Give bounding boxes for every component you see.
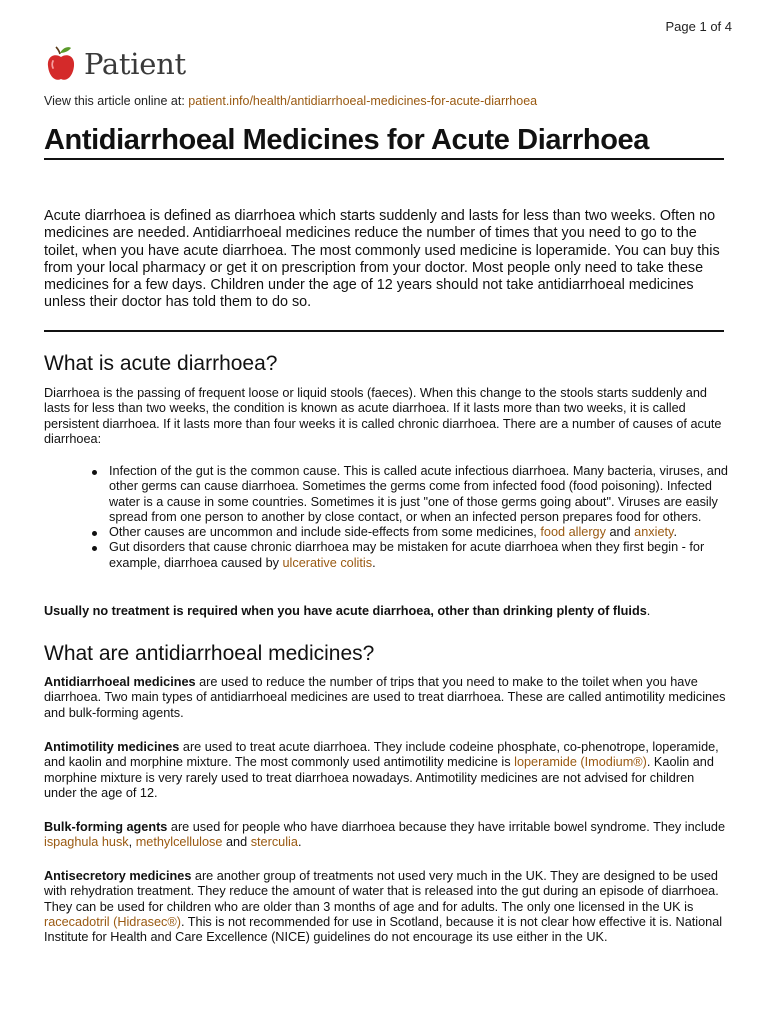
bullet-end-text: .	[372, 555, 376, 570]
bulk-and: and	[222, 835, 251, 850]
bullet-other-causes-text: Other causes are uncommon and include side-effects from some medicines,	[109, 525, 541, 540]
causes-list	[88, 464, 728, 571]
bullet-infection-text: Infection of the gut is the common cause. This is called acute infectious diarrhoea. Many bacteria, viruses, and other germs can cause diarrhoea. Sometimes the germs come from infected food (food poisoning). Infected water is a cause in some countries. Sometimes it is just "one of those germs going about". Viruses are easily spread from one person to another by close contact, or when an infected person prepares food for others.	[109, 464, 728, 524]
antisecretory-end: . This is not recommended for use in Scotland, because it is not clear how effective it is. National Institute for Health and Care Excellence (NICE) guidelines do not encourage its use either in the UK.	[44, 914, 723, 945]
page-number: Page 1 of 4	[665, 19, 732, 34]
food-allergy-link[interactable]: food allergy	[540, 525, 606, 540]
patient-logo[interactable]	[44, 44, 186, 84]
apple-icon	[44, 45, 78, 83]
antisecretory-bold: Antisecretory medicines	[44, 869, 192, 883]
bullet-gut-disorders-text: Gut disorders that cause chronic diarrhoea may be mistaken for acute diarrhoea when they first begin - for example, diarrhoea caused by	[109, 540, 705, 570]
bulk-sep: ,	[128, 835, 136, 850]
view-online-line	[44, 94, 537, 108]
article-url-link[interactable]: patient.info/health/antidiarrhoeal-medicines-for-acute-diarrhoea	[188, 94, 538, 108]
bulk-forming-bold: Bulk-forming agents	[44, 820, 168, 834]
antidiarrhoeal-text: are used to reduce the number of trips that you need to make to the toilet when you have diarrhoea. Two main types of antidiarrhoeal medicines are used to treat diarrhoea. These are called antimotility medicines and bulk-forming agents.	[44, 675, 726, 720]
antisecretory-paragraph	[44, 869, 728, 945]
list-item	[88, 525, 728, 540]
ispaghula-husk-link[interactable]: ispaghula husk	[44, 835, 129, 850]
intro-paragraph: Acute diarrhoea is defined as diarrhoea which starts suddenly and lasts for less than two weeks. Often no medicines are needed. Antidiarrhoeal medicines reduce the number of times that you need to go to the toilet, when you have acute diarrhoea. The most commonly used medicine is loperamide. You can buy this from your local pharmacy or get it on prescription from your doctor. Most people only need to take these medicines for a few days. Children under the age of 12 years should not take antidiarrhoeal medicines unless their doctor has told them to do so.	[44, 208, 720, 311]
antimotility-end: . Kaolin and morphine mixture is very rarely used to treat diarrhoea nowadays. Antimotility medicines are not advised for children under the age of 12.	[44, 755, 714, 800]
section-divider	[44, 330, 724, 332]
note-end: .	[646, 604, 651, 618]
list-item	[88, 540, 728, 571]
sterculia-link[interactable]: sterculia	[250, 835, 298, 850]
no-treatment-bold: Usually no treatment is required when you have acute diarrhoea, other than drinking plenty of fluids	[44, 604, 647, 618]
antidiarrhoeal-bold: Antidiarrhoeal medicines	[44, 675, 196, 689]
view-online-prefix: View this article online at:	[44, 94, 189, 108]
section-heading-antidiarrhoeal-medicines: What are antidiarrhoeal medicines?	[44, 642, 375, 665]
methylcellulose-link[interactable]: methylcellulose	[135, 835, 223, 850]
antimotility-paragraph	[44, 740, 728, 801]
racecadotril-link[interactable]: racecadotril (Hidrasec®)	[44, 914, 181, 929]
bulk-forming-paragraph	[44, 820, 728, 851]
antimotility-bold: Antimotility medicines	[44, 740, 180, 754]
bulk-forming-text: are used for people who have diarrhoea because they have irritable bowel syndrome. They include	[167, 820, 726, 834]
acute-diarrhoea-paragraph: Diarrhoea is the passing of frequent loose or liquid stools (faeces). When this change to the stools starts suddenly and lasts for less than two weeks, the condition is known as acute diarrhoea. If it lasts more than two weeks, it is called persistent diarrhoea. If it lasts more than four weeks it is called chronic diarrhoea. There are a number of causes of acute diarrhoea:	[44, 386, 722, 446]
bulk-end: .	[297, 835, 302, 850]
bullet-and-text: and	[605, 525, 635, 540]
no-treatment-note	[44, 604, 728, 619]
antidiarrhoeal-paragraph	[44, 675, 728, 721]
antisecretory-text: are another group of treatments not used very much in the UK. They are designed to be used with rehydration treatment. They reduce the amount of water that is released into the gut during an episode of diarrhoea. They can be used for children who are older than 3 months of age and for adults. The only one licensed in the UK is	[44, 869, 719, 914]
section-heading-acute-diarrhoea: What is acute diarrhoea?	[44, 352, 278, 375]
ulcerative-colitis-link[interactable]: ulcerative colitis	[282, 555, 373, 570]
logo-text: Patient	[84, 47, 186, 81]
article-title: Antidiarrhoeal Medicines for Acute Diarrhoea	[44, 124, 724, 160]
loperamide-link[interactable]: loperamide (Imodium®)	[514, 755, 647, 770]
list-item	[88, 464, 728, 525]
anxiety-link[interactable]: anxiety	[634, 525, 674, 540]
bullet-end-text: .	[673, 525, 677, 540]
antimotility-text: are used to treat acute diarrhoea. They include codeine phosphate, co-phenotrope, loperamide, and kaolin and morphine mixture. The most commonly used antimotility medicine is	[44, 740, 719, 770]
